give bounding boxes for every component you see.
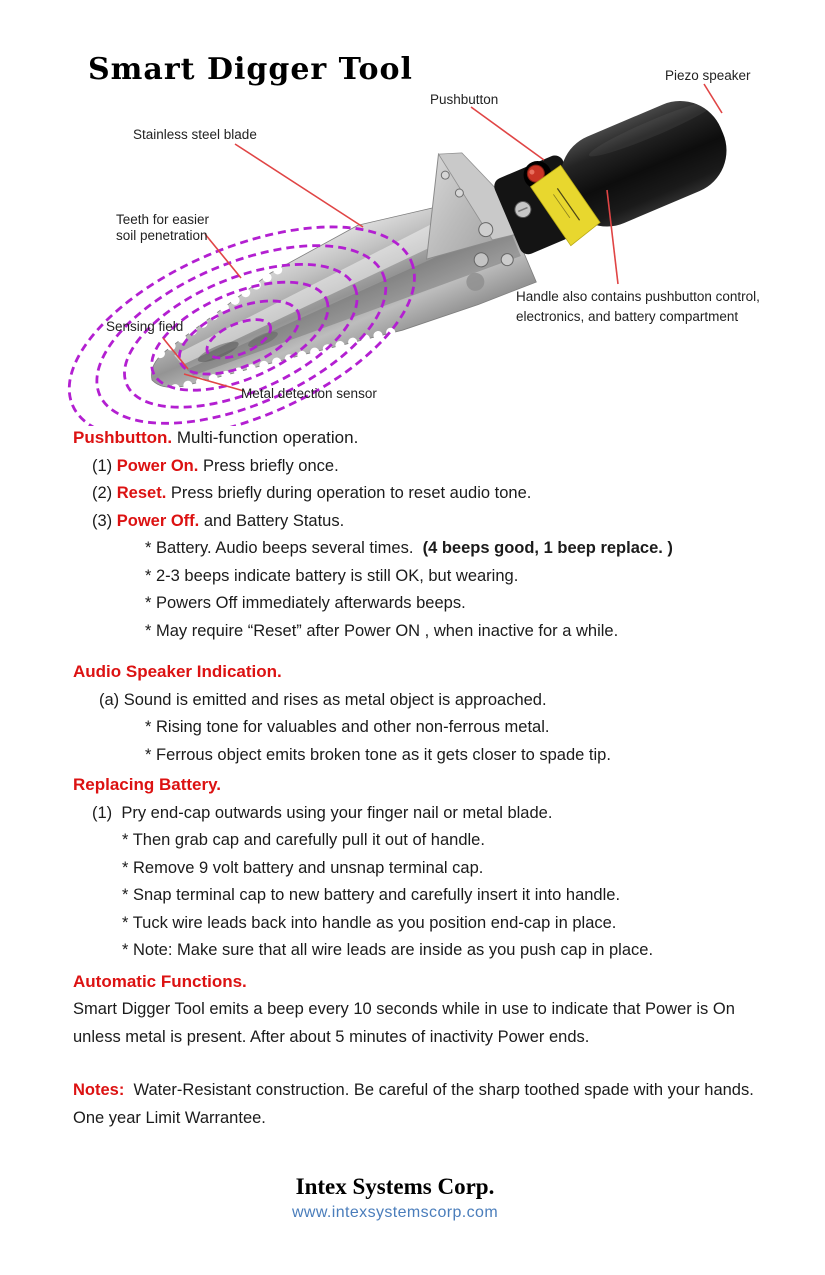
- label-stainless-blade: Stainless steel blade: [133, 127, 257, 142]
- bullet-item: * Note: Make sure that all wire leads are inside as you push cap in place.: [122, 941, 654, 959]
- website-url[interactable]: www.intexsystemscorp.com: [291, 1204, 499, 1221]
- bullet-item: [73, 535, 773, 563]
- teeth-line: [205, 234, 241, 278]
- item-number: (3): [92, 511, 117, 530]
- item-text: and Battery Status.: [199, 511, 345, 530]
- item-red-label: Reset.: [116, 484, 167, 502]
- label-sensing-field: Sensing field: [106, 319, 184, 334]
- footer: [0, 1174, 790, 1222]
- notes-body: Water-Resistant construction. Be careful of the sharp toothed spade with your hands. One year Limit Warrantee.: [73, 1081, 759, 1127]
- label-pushbutton: Pushbutton: [430, 92, 499, 107]
- audio-heading: Audio Speaker Indication.: [73, 662, 282, 681]
- list-item: [73, 480, 773, 508]
- audio-heading-line: [73, 658, 773, 687]
- pushbutton-heading-rest: Multi-function operation.: [172, 428, 359, 447]
- instructions: [73, 424, 773, 1132]
- bullet-item: * Tuck wire leads back into handle as you position end-cap in place.: [122, 913, 617, 932]
- bullet-bold-text: (4 beeps good, 1 beep replace. ): [422, 539, 673, 557]
- label-piezo-speaker: Piezo speaker: [665, 68, 751, 83]
- bullet-item: * Then grab cap and carefully pull it out of handle.: [122, 831, 485, 849]
- bullet-text: * May require “Reset” after Power ON , when inactive for a while.: [145, 621, 619, 640]
- page-title: Smart Digger Tool: [88, 52, 413, 87]
- notes-line: [73, 1077, 773, 1132]
- label-teeth-line1: Teeth for easier: [116, 212, 210, 227]
- pushbutton-line: [471, 107, 544, 160]
- label-teeth: [116, 212, 209, 244]
- bullet-item: * Rising tone for valuables and other non-ferrous metal.: [145, 718, 550, 736]
- label-metal-sensor: Metal detection sensor: [241, 386, 377, 401]
- bullet-text: * Powers Off immediately afterwards beeps.: [145, 594, 466, 612]
- bullet-item: [73, 590, 773, 618]
- label-handle-line2: electronics, and battery compartment: [516, 309, 739, 324]
- bullet-item: * Snap terminal cap to new battery and carefully insert it into handle.: [122, 886, 621, 904]
- automatic-heading: Automatic Functions.: [73, 971, 247, 991]
- item-number: (1): [92, 456, 117, 475]
- item-text: Press briefly once.: [198, 456, 339, 475]
- pushbutton-heading-line: [73, 424, 773, 453]
- list-item: (1) Pry end-cap outwards using your finger nail or metal blade.: [92, 803, 553, 822]
- bullet-text: * 2-3 beeps indicate battery is still OK, but wearing.: [145, 566, 519, 585]
- list-item: [73, 453, 773, 481]
- item-red-label: Power On.: [116, 456, 199, 475]
- list-item: (a) Sound is emitted and rises as metal object is approached.: [99, 690, 547, 709]
- battery-heading: Replacing Battery.: [73, 775, 222, 794]
- automatic-heading-line: [73, 968, 773, 997]
- item-red-label: Power Off.: [116, 511, 200, 530]
- blade-line: [235, 144, 363, 227]
- pushbutton-heading: Pushbutton.: [73, 428, 173, 447]
- bullet-item: * Ferrous object emits broken tone as it gets closer to spade tip.: [145, 745, 611, 764]
- battery-heading-line: [73, 771, 773, 800]
- bullet-item: * Remove 9 volt battery and unsnap terminal cap.: [122, 858, 484, 877]
- notes-label: Notes:: [73, 1081, 125, 1099]
- label-handle-note: [516, 287, 760, 327]
- bullet-text: * Battery. Audio beeps several times.: [145, 539, 423, 557]
- product-figure: [0, 60, 825, 426]
- bullet-item: [73, 618, 773, 646]
- label-teeth-line2: soil penetration: [116, 228, 208, 243]
- item-number: (2): [92, 484, 117, 502]
- bullet-item: [73, 563, 773, 591]
- label-handle-line1: Handle also contains pushbutton control,: [516, 289, 760, 304]
- automatic-body: Smart Digger Tool emits a beep every 10 seconds while in use to indicate that Power is On unless metal is present. After about 5 minutes of inactivity Power ends.: [73, 1000, 740, 1046]
- company-name: Intex Systems Corp.: [295, 1174, 495, 1199]
- list-item: [73, 508, 773, 536]
- item-text: Press briefly during operation to reset audio tone.: [166, 484, 532, 502]
